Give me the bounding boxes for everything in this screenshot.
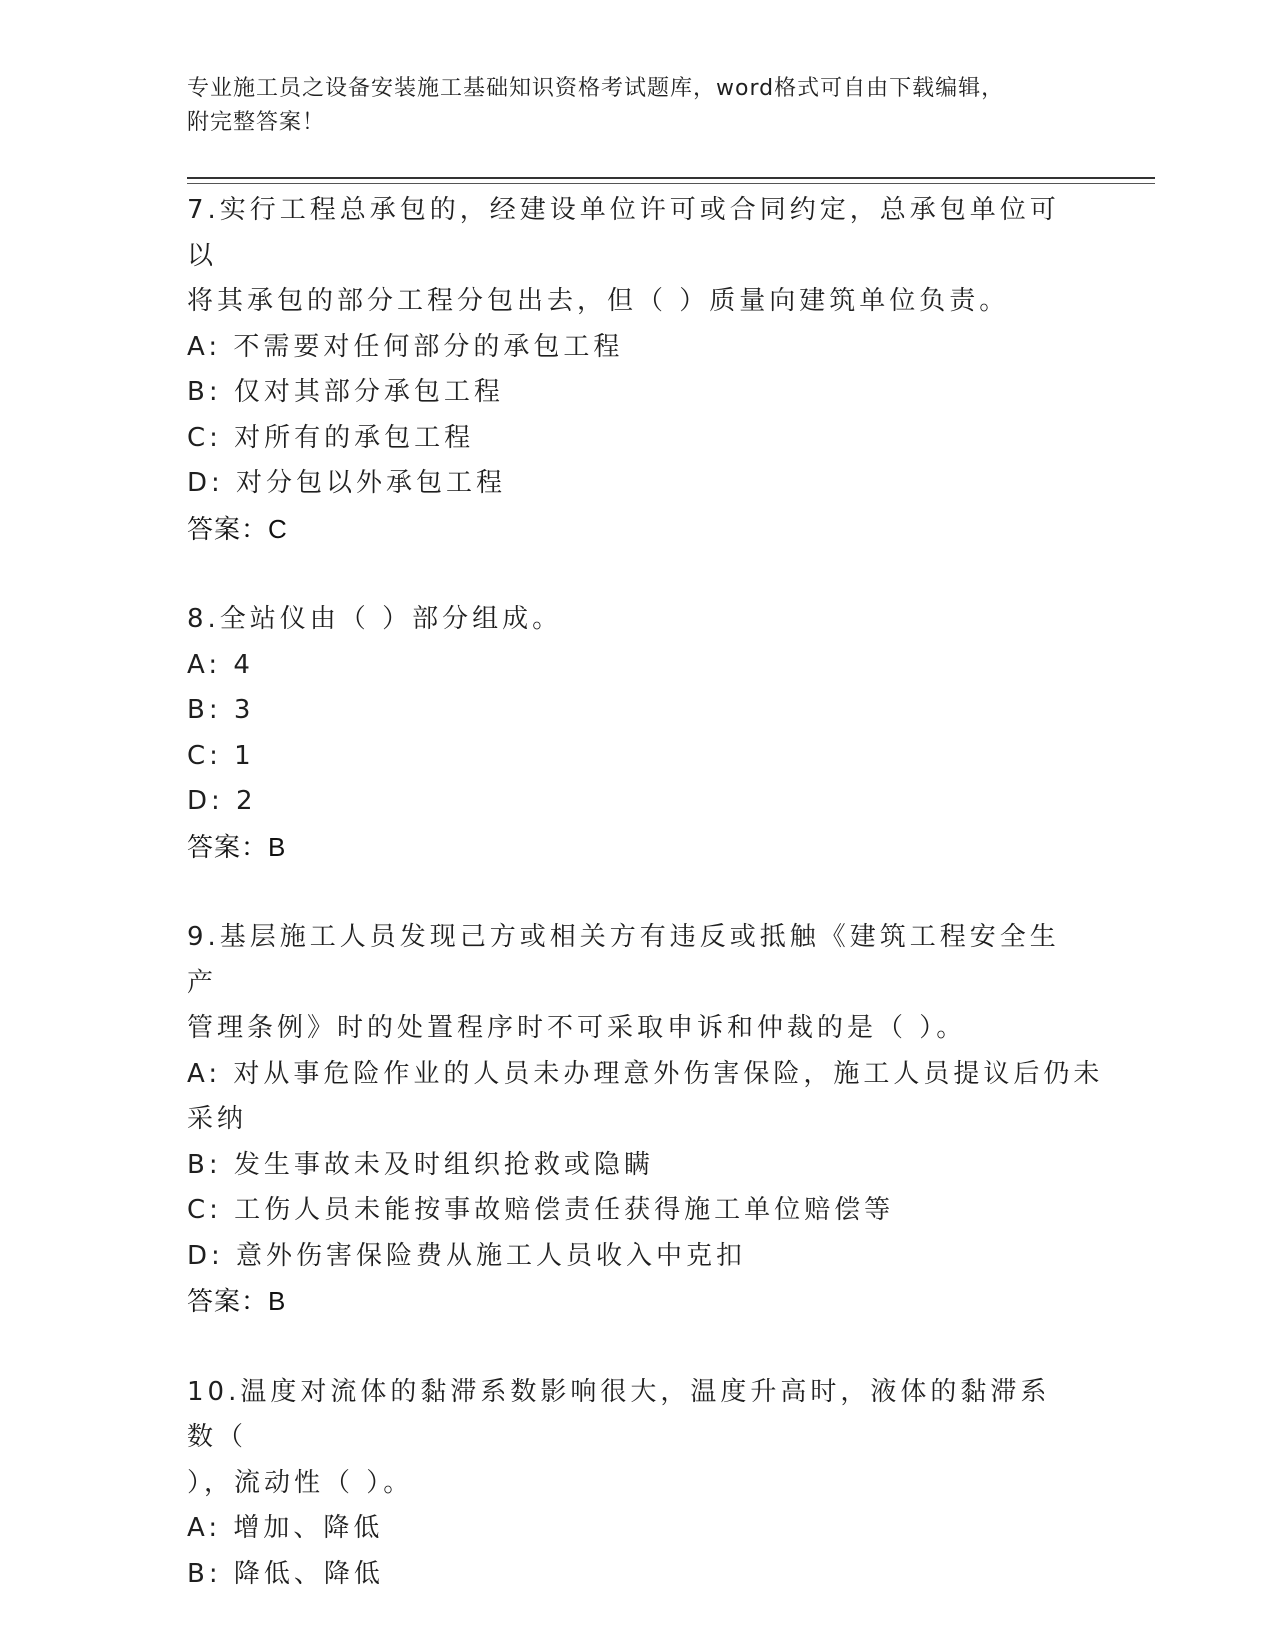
answer: 答案：B [187, 831, 287, 862]
option-c: C: 工伤人员未能按事故赔偿责任获得施工单位赔偿等 [187, 1195, 895, 1225]
question-stem-continued: 管理条例》时的处置程序时不可采取申诉和仲裁的是（ ）。 [187, 1013, 967, 1043]
answer: 答案：B [187, 1286, 287, 1316]
option-a: A: 增加、降低 [187, 1513, 384, 1543]
option-d: D: 对分包以外承包工程 [187, 468, 507, 498]
header-divider-thick [187, 177, 1155, 179]
option-d: D: 意外伤害保险费从施工人员收入中克扣 [187, 1240, 747, 1271]
option-a: A: 不需要对任何部分的承包工程 [187, 331, 624, 362]
question-stem: 7.实行工程总承包的，经建设单位许可或合同约定，总承包单位可以 [187, 195, 1060, 271]
question-7 [187, 188, 1067, 552]
option-a: A: 对从事危险作业的人员未办理意外伤害保险，施工人员提议后仍未 [187, 1058, 1104, 1089]
question-stem: 8.全站仪由（ ）部分组成。 [187, 604, 563, 634]
option-d: D: 2 [187, 786, 257, 816]
header-divider-thin [187, 183, 1155, 184]
question-stem-continued: 将其承包的部分工程分包出去，但（ ）质量向建筑单位负责。 [187, 286, 1010, 316]
header-line-2: 附完整答案！ [187, 110, 326, 135]
question-9 [187, 915, 1104, 1325]
option-b: B: 仅对其部分承包工程 [187, 377, 504, 407]
option-a: A: 4 [187, 649, 254, 680]
question-8 [187, 597, 1067, 870]
question-stem-continued: ），流动性（ ）。 [187, 1467, 414, 1498]
document-header [187, 72, 1067, 140]
question-stem: 10.温度对流体的黏滞系数影响很大，温度升高时，液体的黏滞系数（ [187, 1376, 1051, 1452]
option-b: B: 降低、降低 [187, 1558, 384, 1589]
header-line-1: 专业施工员之设备安装施工基础知识资格考试题库，word格式可自由下载编辑， [187, 76, 1005, 101]
question-stem: 9.基层施工人员发现己方或相关方有违反或抵触《建筑工程安全生产 [187, 922, 1060, 998]
option-b: B: 3 [187, 695, 255, 725]
question-10 [187, 1370, 1067, 1598]
answer: 答案：C [187, 513, 288, 544]
option-b: B: 发生事故未及时组织抢救或隐瞒 [187, 1149, 654, 1180]
option-c: C: 对所有的承包工程 [187, 422, 475, 453]
option-a-continued: 采纳 [187, 1104, 248, 1134]
option-c: C: 1 [187, 740, 255, 771]
question-list [187, 188, 1104, 1642]
